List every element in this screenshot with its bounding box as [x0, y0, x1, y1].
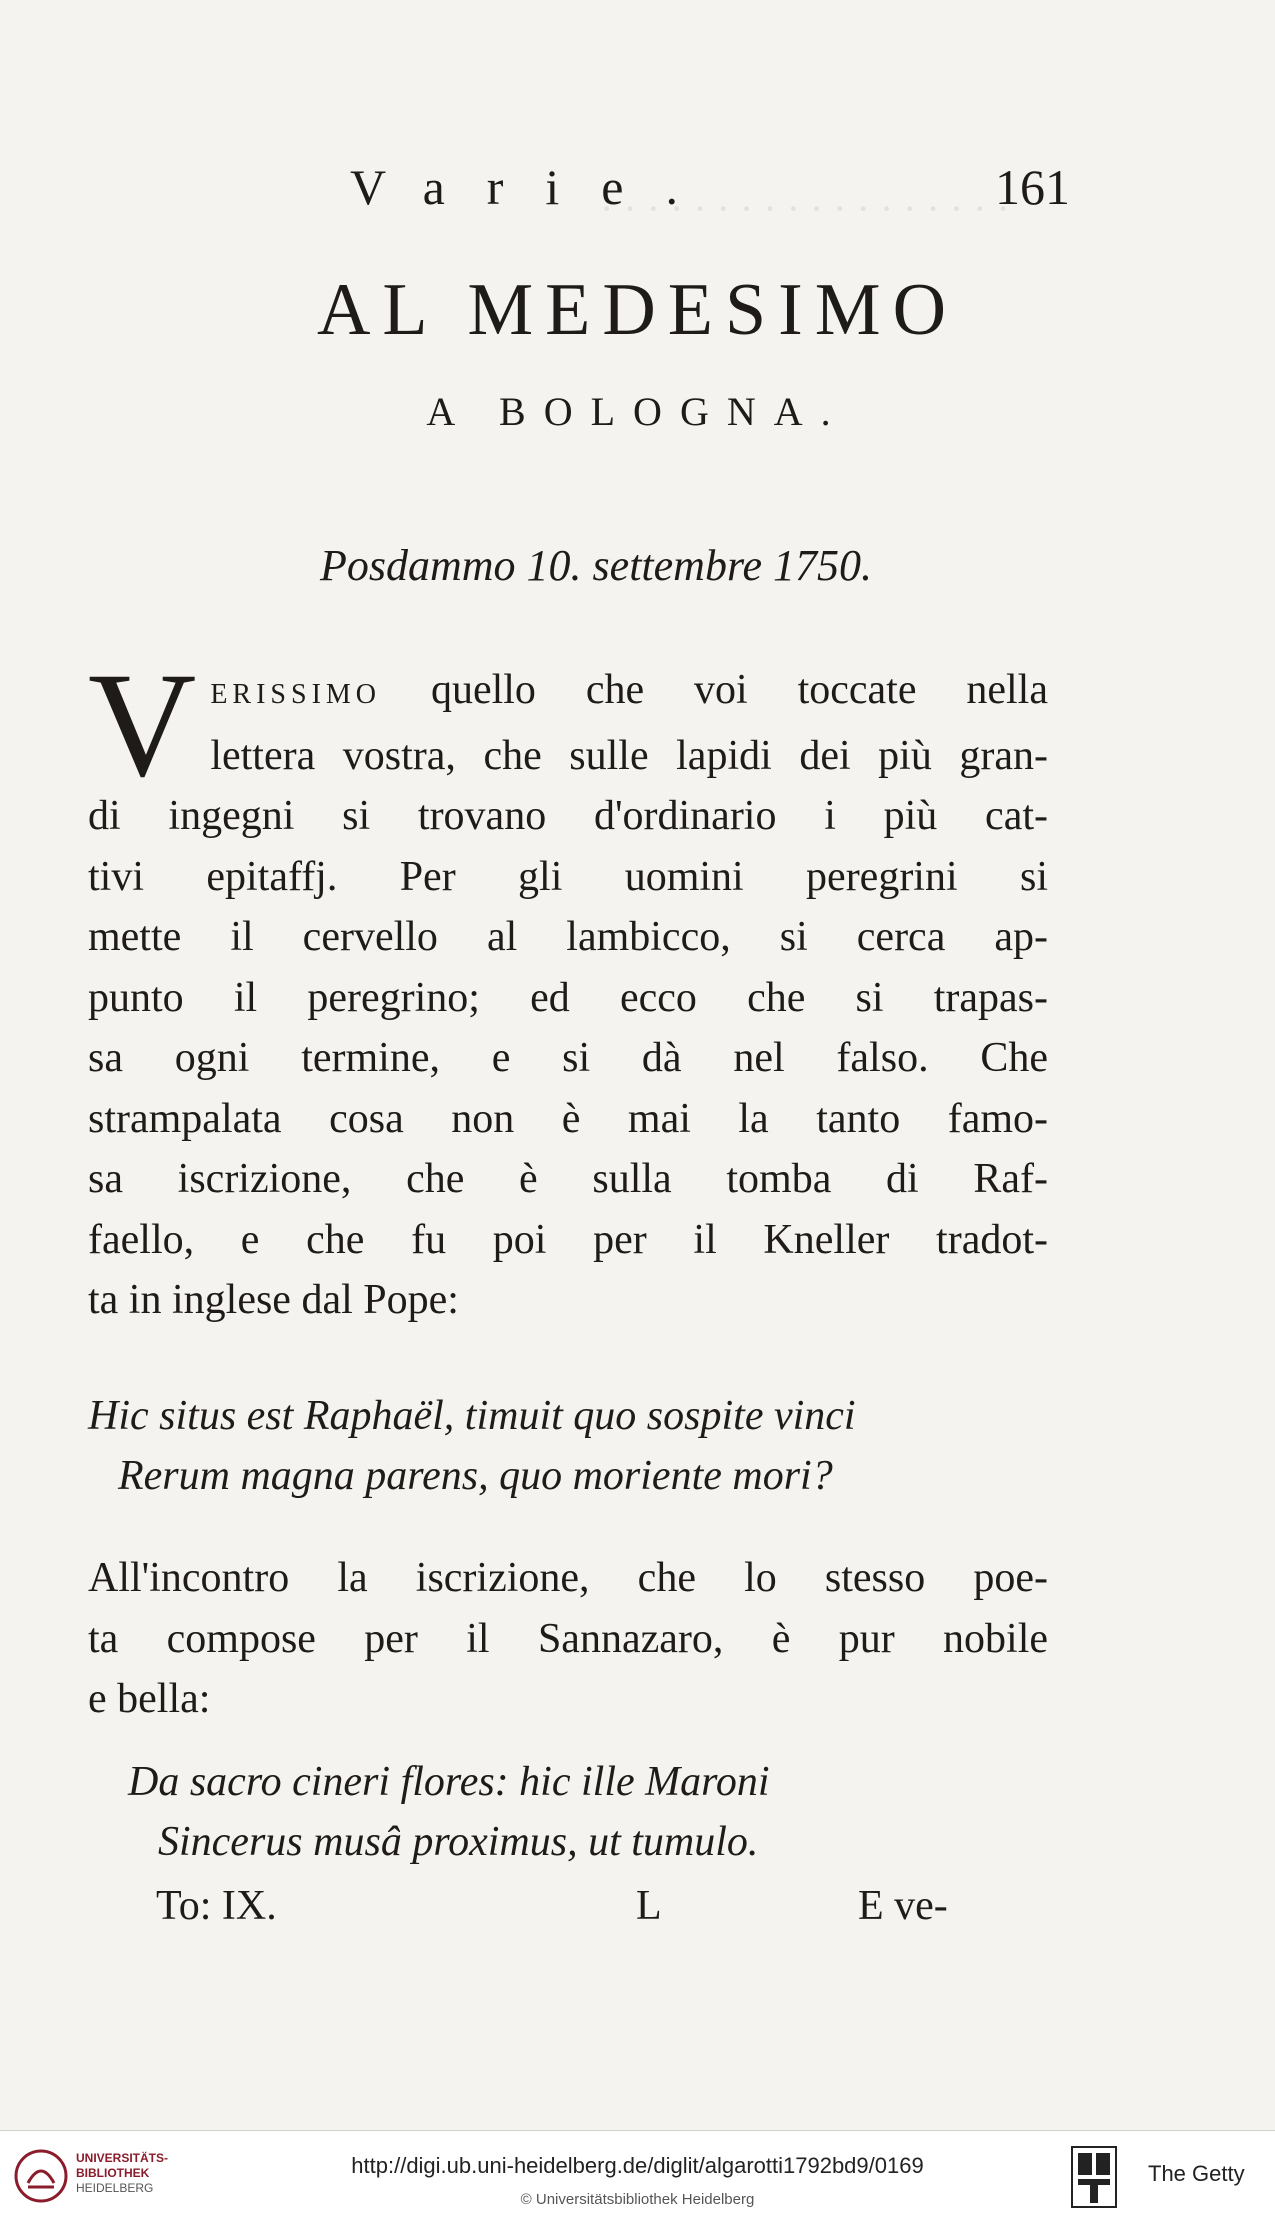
verse-line: Rerum magna parens, quo moriente mori? — [118, 1453, 833, 1499]
dateline: Posdammo 10. settembre 1750. — [320, 541, 872, 590]
getty-label: The Getty — [1148, 2161, 1245, 2186]
text-line: di ingegni si trovano d'ordinario i più cat- — [88, 793, 1048, 839]
verse-raphael — [88, 1386, 1048, 1506]
gathering-letter: L — [636, 1883, 662, 1929]
text-line: e bella: — [88, 1676, 211, 1722]
text-line: sa iscrizione, che è sulla tomba di Raf- — [88, 1156, 1048, 1202]
letter-subtitle: A BOLOGNA. — [426, 389, 849, 434]
text-line — [88, 660, 1048, 726]
text-line: All'incontro la iscrizione, che lo stesso poe- — [88, 1555, 1048, 1601]
paragraph-1 — [88, 642, 1048, 1331]
text-line: sa ogni termine, e si dà nel falso. Che — [88, 1035, 1048, 1081]
verse-line: Hic situs est Raphaël, timuit quo sospite vinci — [88, 1393, 856, 1439]
text-line: mette il cervello al lambicco, si cerca ap- — [88, 914, 1048, 960]
source-url-link[interactable]: http://digi.ub.uni-heidelberg.de/diglit/algarotti1792bd9/0169 — [351, 2153, 924, 2178]
bleed-through-text: · · · · · · · · · · · · · · · · · · — [600, 186, 1010, 231]
library-name-line: UNIVERSITÄTS- — [76, 2151, 169, 2165]
letter-title: AL MEDESIMO — [316, 269, 959, 351]
running-header — [0, 150, 1275, 215]
library-name-line: HEIDELBERG — [76, 2181, 154, 2195]
verse-line: Da sacro cineri flores: hic ille Maroni — [128, 1759, 770, 1805]
text-line: punto il peregrino; ed ecco che si trapas- — [88, 974, 1048, 1021]
paragraph-2 — [88, 1548, 1048, 1730]
text-line: ta compose per il Sannazaro, è pur nobile — [88, 1615, 1048, 1662]
page-number: 161 — [995, 159, 1070, 215]
first-word-smallcaps: ERISSIMO — [210, 679, 382, 710]
text-line: strampalata cosa non è mai la tanto famo- — [88, 1095, 1048, 1142]
text-line: ta in inglese dal Pope: — [88, 1277, 459, 1323]
text-line: lettera vostra, che sulle lapidi dei più gran- — [210, 732, 1048, 779]
library-name-line: BIBLIOTHEK — [76, 2166, 150, 2180]
text-line: tivi epitaffj. Per gli uomini peregrini si — [88, 853, 1048, 900]
running-title: Varie. — [350, 159, 720, 215]
text-line: faello, e che fu poi per il Kneller tradot- — [88, 1216, 1048, 1263]
copyright-notice: © Universitätsbibliothek Heidelberg — [520, 2191, 755, 2208]
verse-sannazaro — [128, 1752, 1008, 1872]
getty-logo-icon — [1070, 2145, 1118, 2209]
signature-mark: To: IX. — [156, 1883, 277, 1929]
viewer-footer-bar — [0, 2130, 1275, 2225]
drop-cap: V — [88, 642, 197, 808]
verse-line: Sincerus musâ proximus, ut tumulo. — [158, 1819, 759, 1865]
text-line-content: quello che voi toccate nella — [430, 667, 1048, 713]
catchword: E ve- — [858, 1883, 948, 1929]
